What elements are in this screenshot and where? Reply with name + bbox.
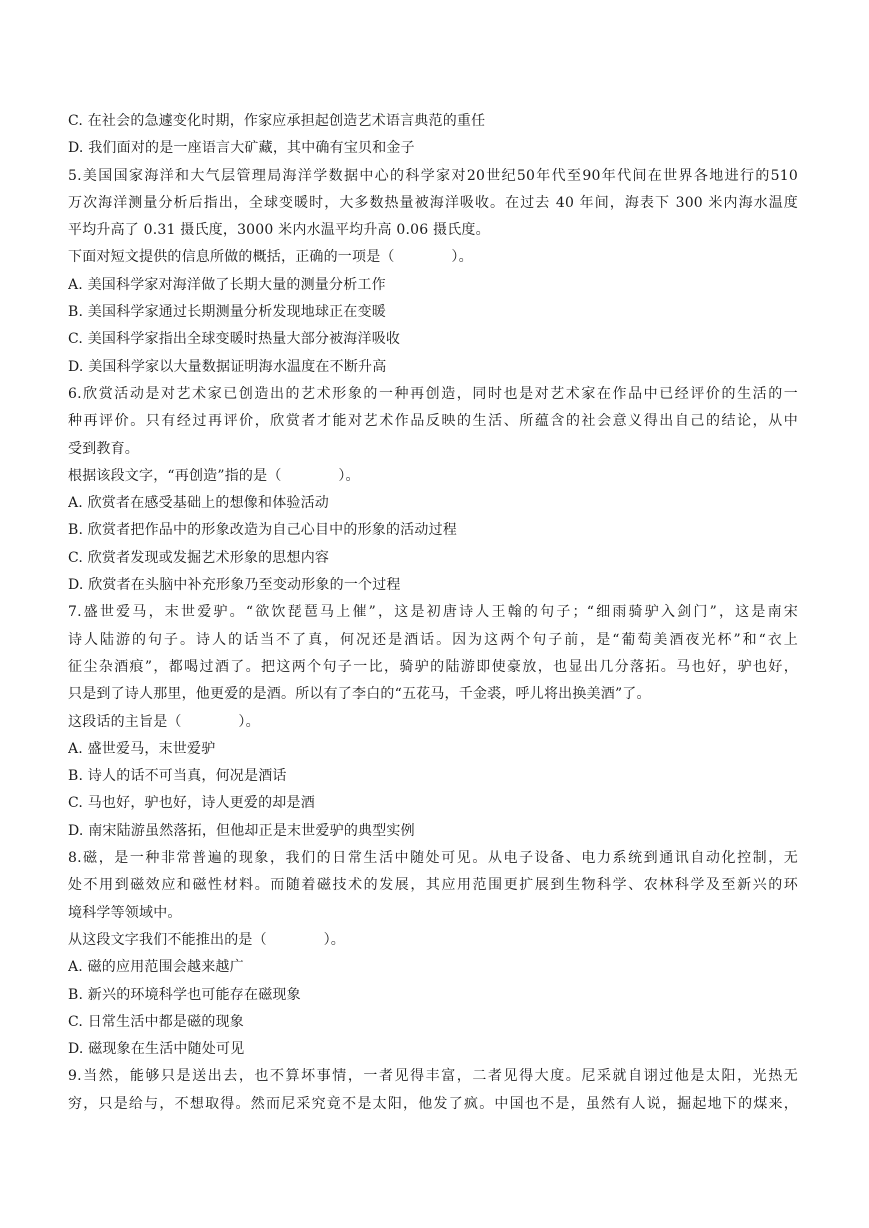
question-prompt: 下面对短文提供的信息所做的概括，正确的一项是（ ）。 xyxy=(68,249,473,266)
question-text-line: 种再评价。只有经过再评价，欣赏者才能对艺术作品反映的生活、所蕴含的社会意义得出自己的结论，从中 xyxy=(68,413,798,430)
answer-option: B. 欣赏者把作品中的形象改造为自己心目中的形象的活动过程 xyxy=(68,522,457,539)
question-text-line: 只是到了诗人那里，他更爱的是酒。所以有了李白的“五花马，千金裘，呼儿将出换美酒”了。 xyxy=(68,686,651,703)
question-text-line: 万次海洋测量分析后指出，全球变暖时，大多数热量被海洋吸收。在过去 40 年间，海表下 300 米内海水温度 xyxy=(68,194,798,211)
answer-option: D. 南宋陆游虽然落拓，但他却正是末世爱驴的典型实例 xyxy=(68,822,415,839)
question-text-line: 8.磁，是一种非常普遍的现象，我们的日常生活中随处可见。从电子设备、电力系统到通讯自动化控制，无 xyxy=(68,850,798,867)
answer-option: B. 新兴的环境科学也可能存在磁现象 xyxy=(68,986,301,1003)
answer-option: A. 盛世爱马，末世爱驴 xyxy=(68,740,216,757)
answer-option: D. 欣赏者在头脑中补充形象乃至变动形象的一个过程 xyxy=(68,577,401,594)
answer-option: B. 诗人的话不可当真，何况是酒话 xyxy=(68,768,287,785)
question-prompt: 根据该段文字，“再创造”指的是（ ）。 xyxy=(68,467,360,484)
question-text-line: 5.美国国家海洋和大气层管理局海洋学数据中心的科学家对20世纪50年代至90年代间在世界各地进行的510 xyxy=(68,167,798,184)
answer-option: D. 磁现象在生活中随处可见 xyxy=(68,1041,245,1058)
answer-option: C. 日常生活中都是磁的现象 xyxy=(68,1013,244,1030)
answer-option: D. 美国科学家以大量数据证明海水温度在不断升高 xyxy=(68,358,387,375)
question-text-line: 征尘杂酒痕”，都喝过酒了。把这两个句子一比，骑驴的陆游即使豪放，也显出几分落拓。马也好，驴也好， xyxy=(68,658,798,675)
answer-option: A. 磁的应用范围会越来越广 xyxy=(68,959,244,976)
answer-option: C. 美国科学家指出全球变暖时热量大部分被海洋吸收 xyxy=(68,331,401,348)
question-prompt: 这段话的主旨是（ ）。 xyxy=(68,713,260,730)
question-text-line: 6.欣赏活动是对艺术家已创造出的艺术形象的一种再创造，同时也是对艺术家在作品中已经评价的生活的一 xyxy=(68,385,798,402)
question-text-line: 穷，只是给与，不想取得。然而尼采究竟不是太阳，他发了疯。中国也不是，虽然有人说，掘起地下的煤来， xyxy=(68,1095,798,1112)
answer-option: B. 美国科学家通过长期测量分析发现地球正在变暖 xyxy=(68,304,386,321)
question-prompt: 从这段文字我们不能推出的是（ ）。 xyxy=(68,931,345,948)
answer-option: C. 马也好，驴也好，诗人更爱的却是酒 xyxy=(68,795,315,812)
answer-option: A. 欣赏者在感受基础上的想像和体验活动 xyxy=(68,495,330,512)
question-text-line: 7.盛世爱马，末世爱驴。“欲饮琵琶马上催”，这是初唐诗人王翰的句子；“细雨骑驴入剑门”，这是南宋 xyxy=(68,604,798,621)
question-text-line: 平均升高了 0.31 摄氏度，3000 米内水温平均升高 0.06 摄氏度。 xyxy=(68,222,490,239)
answer-option: C. 欣赏者发现或发掘艺术形象的思想内容 xyxy=(68,549,330,566)
answer-option: A. 美国科学家对海洋做了长期大量的测量分析工作 xyxy=(68,276,386,293)
document-body xyxy=(68,108,798,1118)
question-text-line: 9.当然，能够只是送出去，也不算坏事情，一者见得丰富，二者见得大度。尼采就自诩过他是太阳，光热无 xyxy=(68,1068,798,1085)
question-text-line: 诗人陆游的句子。诗人的话当不了真，何况还是酒话。因为这两个句子前，是“葡萄美酒夜光杯”和“衣上 xyxy=(68,631,798,648)
answer-option: D. 我们面对的是一座语言大矿藏，其中确有宝贝和金子 xyxy=(68,140,415,157)
answer-option: C. 在社会的急遽变化时期，作家应承担起创造艺术语言典范的重任 xyxy=(68,113,486,129)
question-text-line: 受到教育。 xyxy=(68,440,139,457)
question-text-line: 处不用到磁效应和磁性材料。而随着磁技术的发展，其应用范围更扩展到生物科学、农林科学及至新兴的环 xyxy=(68,877,798,894)
question-text-line: 境科学等领域中。 xyxy=(68,904,182,921)
